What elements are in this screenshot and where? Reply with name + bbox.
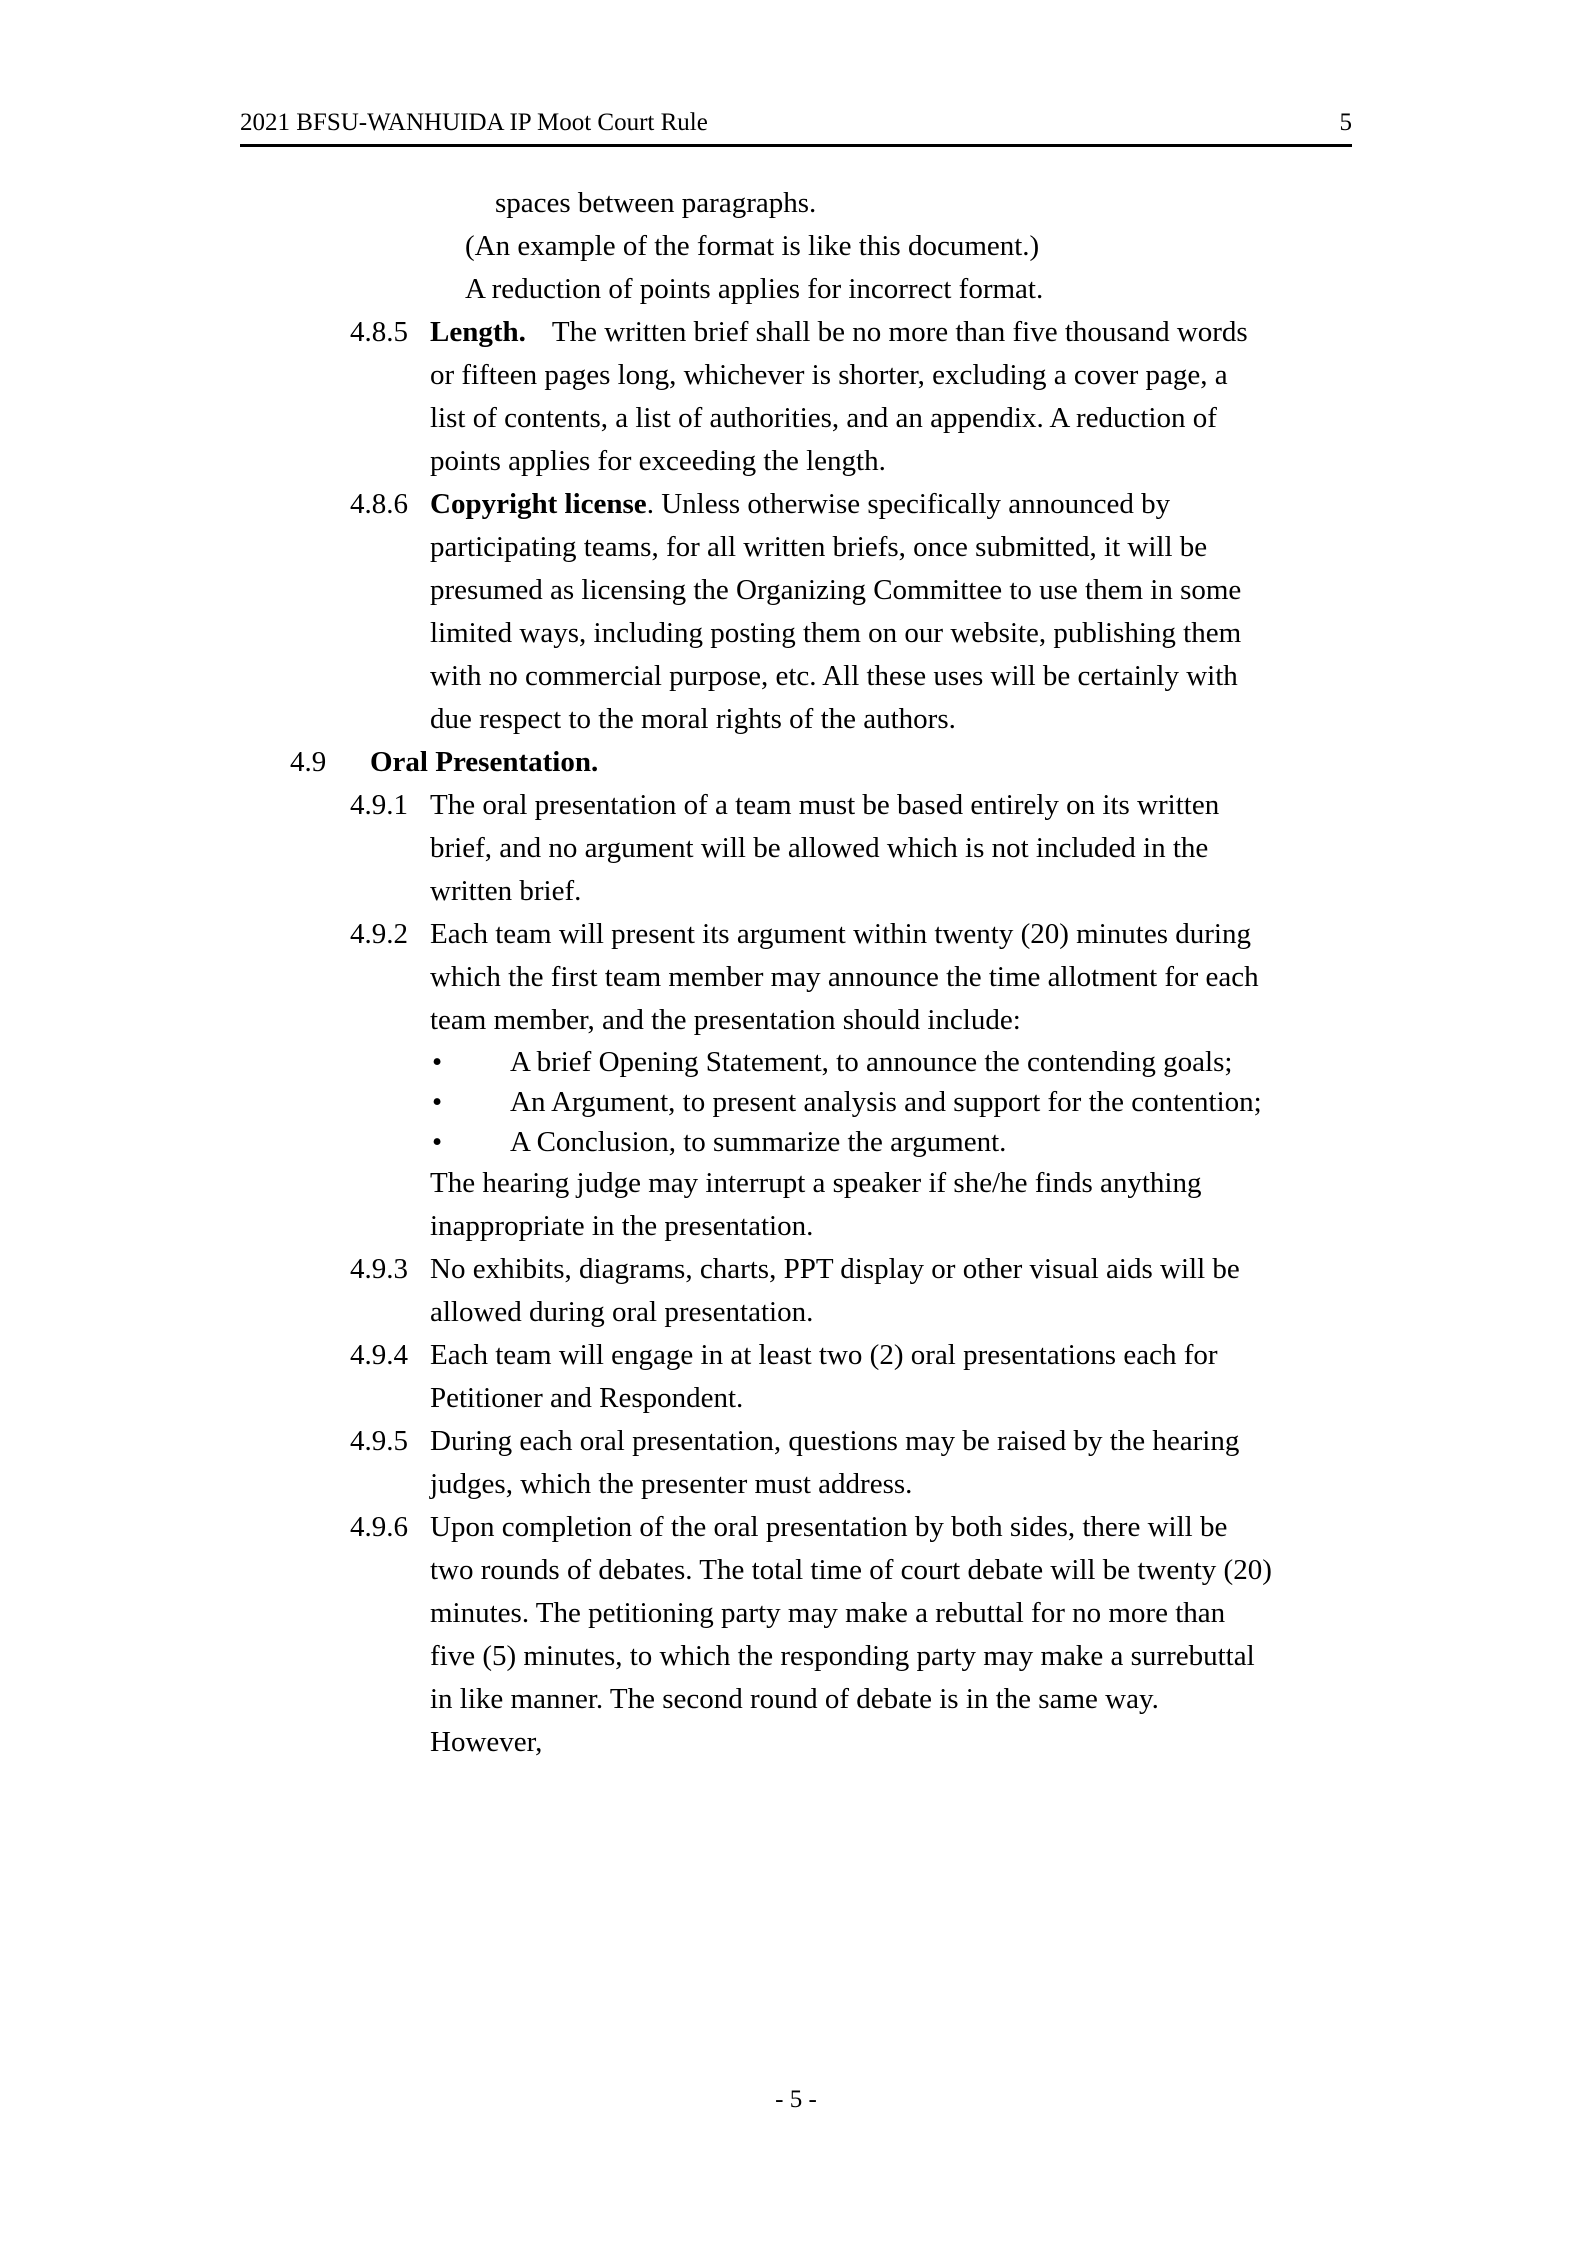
item-line: Each team will present its argument within twenty (20) minutes during (430, 918, 1251, 950)
bullet-text: A brief Opening Statement, to announce the contending goals; (510, 1046, 1233, 1078)
item-line: five (5) minutes, to which the responding party may make a surrebuttal (430, 1640, 1255, 1672)
bullet-marker-icon: • (432, 1086, 443, 1118)
item-number: 4.9.5 (350, 1425, 408, 1457)
paragraph-line: The hearing judge may interrupt a speaker if she/he finds anything (430, 1167, 1202, 1199)
section-item-4-9-2 (240, 913, 1352, 1042)
continuation-line: (An example of the format is like this document.) (465, 230, 1040, 262)
item-number: 4.9.6 (350, 1511, 408, 1543)
item-line: with no commercial purpose, etc. All these uses will be certainly with (430, 660, 1238, 692)
continuation-line: spaces between paragraphs. (495, 187, 817, 219)
section-item-4-8-5 (240, 311, 1352, 483)
item-body (430, 483, 1352, 741)
item-line (430, 311, 1352, 354)
item-line: minutes. The petitioning party may make a rebuttal for no more than (430, 1597, 1226, 1629)
item-line: The oral presentation of a team must be based entirely on its written (430, 789, 1220, 821)
item-line-text: The written brief shall be no more than five thousand words (551, 316, 1248, 348)
item-line: Each team will engage in at least two (2) oral presentations each for (430, 1339, 1218, 1371)
section-item-4-9-5 (240, 1420, 1352, 1506)
item-line: presumed as licensing the Organizing Committee to use them in some (430, 574, 1242, 606)
bullet-list (240, 1042, 1352, 1162)
item-line: Petitioner and Respondent. (430, 1382, 744, 1414)
item-line: or fifteen pages long, whichever is shorter, excluding a cover page, a (430, 359, 1228, 391)
item-line-text: . Unless otherwise specifically announced by (646, 488, 1171, 520)
item-number: 4.8.5 (350, 316, 408, 348)
item-line: However, (430, 1726, 543, 1758)
item-body (430, 1334, 1352, 1420)
item-line: two rounds of debates. The total time of court debate will be twenty (20) (430, 1554, 1272, 1586)
bullet-text: An Argument, to present analysis and support for the contention; (510, 1086, 1262, 1118)
section-item-4-9-1 (240, 784, 1352, 913)
header-page-number: 5 (1339, 109, 1352, 136)
bullet-text: A Conclusion, to summarize the argument. (510, 1126, 1007, 1158)
item-line: which the first team member may announce the time allotment for each (430, 961, 1259, 993)
item-line: written brief. (430, 875, 582, 907)
heading-bold-label: Oral Presentation. (370, 746, 599, 778)
bullet-item (240, 1082, 1352, 1122)
item-number: 4.9.4 (350, 1339, 408, 1371)
heading-number: 4.9 (290, 746, 327, 778)
item-line: During each oral presentation, questions may be raised by the hearing (430, 1425, 1240, 1457)
item-bold-label: Copyright license (430, 488, 647, 520)
item-line: Upon completion of the oral presentation by both sides, there will be (430, 1511, 1228, 1543)
item-line (430, 483, 1352, 526)
heading-line (370, 741, 1352, 784)
section-item-4-9-3 (240, 1248, 1352, 1334)
continuation-line: A reduction of points applies for incorrect format. (465, 273, 1044, 305)
document-body (240, 182, 1352, 1764)
item-line: points applies for exceeding the length. (430, 445, 886, 477)
paragraph-line: inappropriate in the presentation. (430, 1210, 814, 1242)
item-line: brief, and no argument will be allowed which is not included in the (430, 832, 1209, 864)
section-item-4-9-6 (240, 1506, 1352, 1764)
item-body (430, 1248, 1352, 1334)
item-line: in like manner. The second round of debate is in the same way. (430, 1683, 1159, 1715)
item-line: judges, which the presenter must address. (430, 1468, 913, 1500)
bullet-marker-icon: • (432, 1046, 443, 1078)
header-title: 2021 BFSU-WANHUIDA IP Moot Court Rule (240, 109, 708, 136)
item-line: No exhibits, diagrams, charts, PPT display or other visual aids will be (430, 1253, 1240, 1285)
item-line: team member, and the presentation should include: (430, 1004, 1021, 1036)
item-number: 4.9.1 (350, 789, 408, 821)
item-body (430, 311, 1352, 483)
bullet-item (240, 1042, 1352, 1082)
footer-page-label: - 5 - (775, 2086, 817, 2113)
item-body (430, 1420, 1352, 1506)
item-line: limited ways, including posting them on our website, publishing them (430, 617, 1242, 649)
section-heading-4-9 (240, 741, 1352, 784)
item-number: 4.9.3 (350, 1253, 408, 1285)
item-line: due respect to the moral rights of the authors. (430, 703, 956, 735)
item-line: participating teams, for all written briefs, once submitted, it will be (430, 531, 1208, 563)
item-line: allowed during oral presentation. (430, 1296, 814, 1328)
section-item-4-9-4 (240, 1334, 1352, 1420)
item-number: 4.8.6 (350, 488, 408, 520)
item-number: 4.9.2 (350, 918, 408, 950)
item-body (430, 784, 1352, 913)
bullet-item (240, 1122, 1352, 1162)
item-body (430, 913, 1352, 1042)
item-bold-label: Length. (430, 316, 526, 348)
hearing-note-paragraph (240, 1162, 1352, 1248)
item-body (430, 1506, 1352, 1764)
bullet-marker-icon: • (432, 1126, 443, 1158)
item-line: list of contents, a list of authorities, and an appendix. A reduction of (430, 402, 1217, 434)
section-item-4-8-6 (240, 483, 1352, 741)
page-footer (240, 2083, 1352, 2117)
heading-body (370, 741, 1352, 784)
page-header (240, 106, 1352, 147)
